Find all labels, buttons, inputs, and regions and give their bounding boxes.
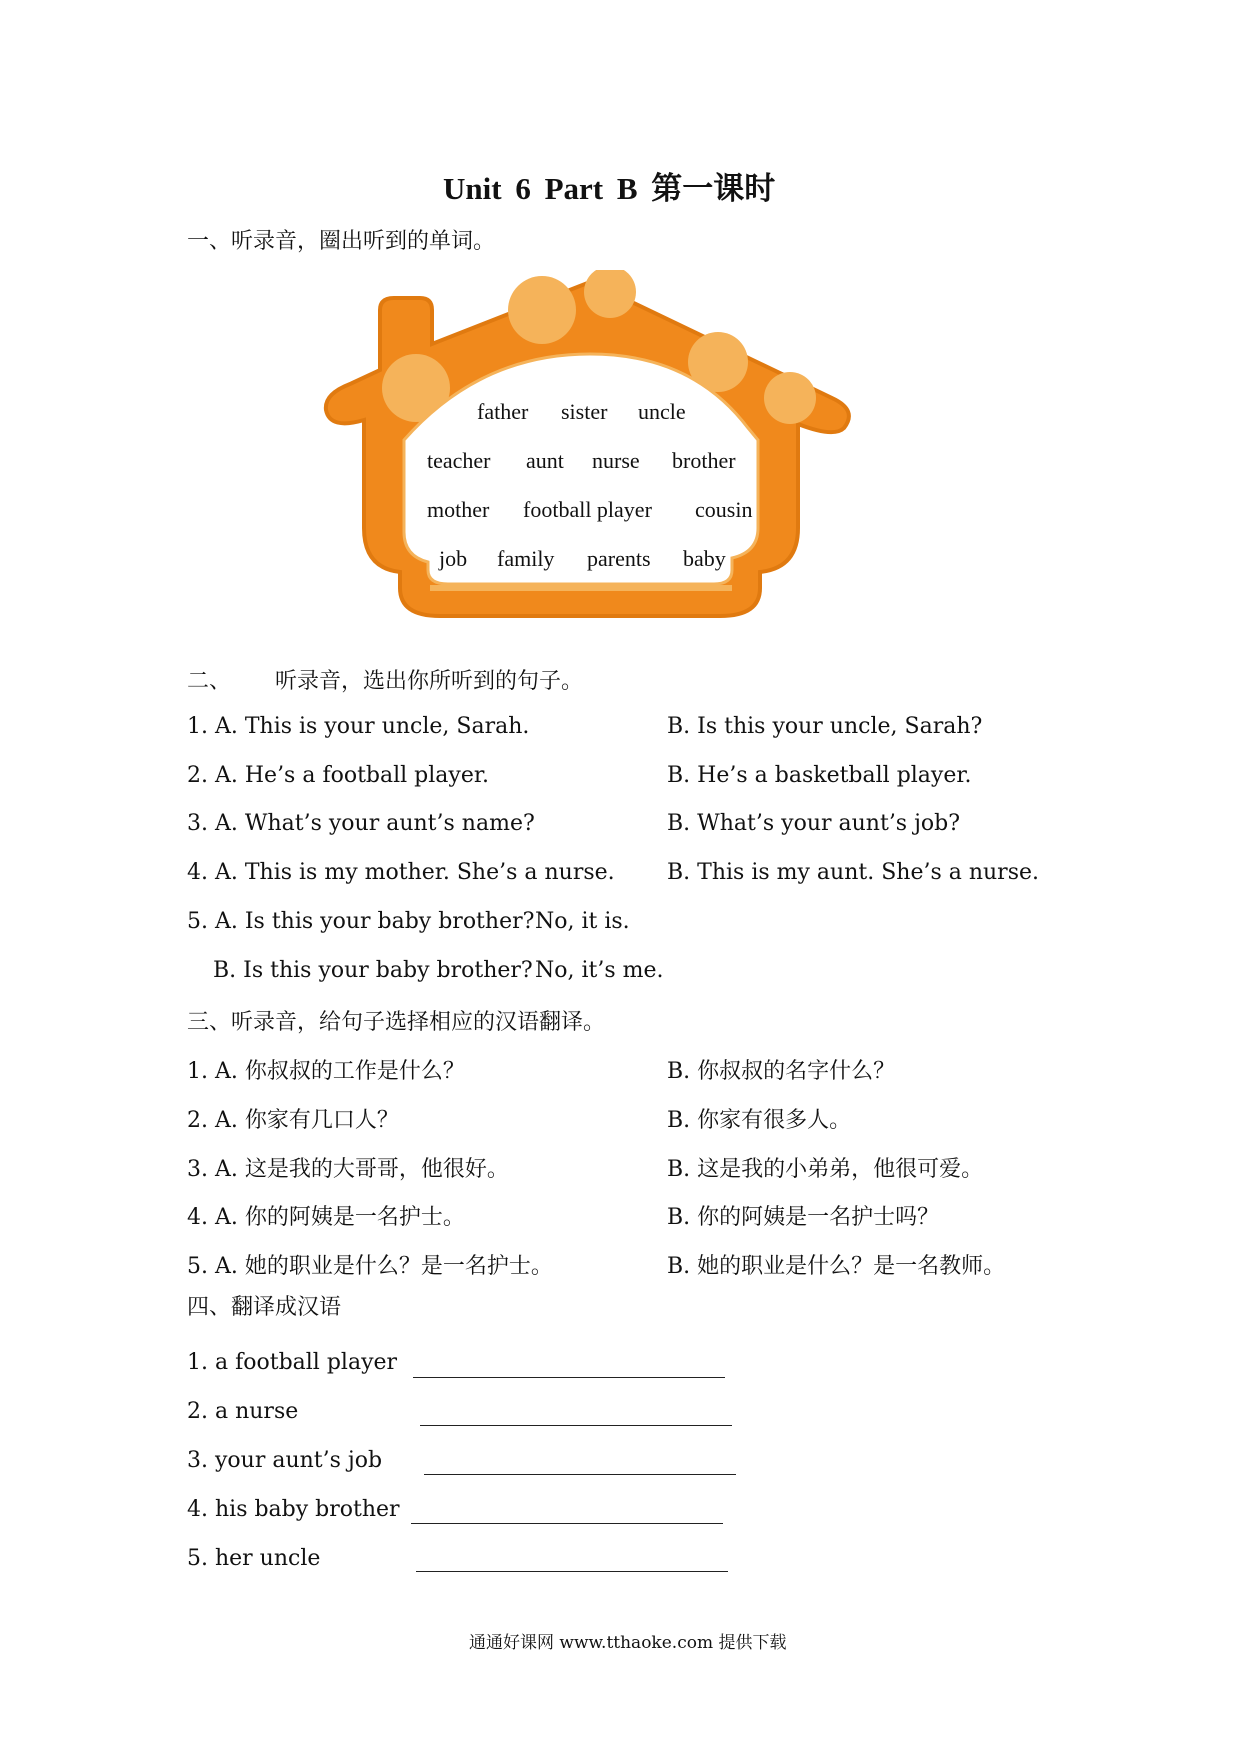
- translation-item: 1. a football player: [187, 1350, 398, 1375]
- house-word: mother: [427, 497, 490, 522]
- house-word: uncle: [638, 399, 686, 424]
- question-option-a: 5. A. 她的职业是什么？是一名护士。: [187, 1254, 553, 1279]
- question-answer-b: No, it’s me.: [535, 958, 664, 983]
- question-option-a: 3. A. 这是我的大哥哥，他很好。: [187, 1157, 509, 1182]
- question-option-b: B. 你的阿姨是一名护士吗？: [667, 1205, 940, 1230]
- footer-text: 通通好课网 www.tthaoke.com 提供下载: [469, 1633, 787, 1653]
- question-option-b: B. He’s a basketball player.: [667, 763, 972, 788]
- question-option-a: 2. A. 你家有几口人？: [187, 1108, 399, 1133]
- question-option-b: B. 她的职业是什么？是一名教师。: [667, 1254, 1006, 1279]
- house-word: brother: [672, 448, 736, 473]
- house-word: parents: [587, 546, 651, 571]
- translation-item: 3. your aunt’s job: [187, 1448, 383, 1473]
- question-option-a: 5. A. Is this your baby brother?: [187, 909, 535, 934]
- house-word: family: [497, 546, 555, 571]
- house-illustration: [320, 270, 860, 630]
- question-option-b: B. Is this your uncle, Sarah?: [667, 714, 983, 739]
- section-2-heading: 听录音，选出你所听到的句子。: [275, 669, 584, 694]
- answer-blank[interactable]: [420, 1425, 732, 1426]
- question-option-b: B. 你家有很多人。: [667, 1108, 852, 1133]
- translation-item: 4. his baby brother: [187, 1497, 400, 1522]
- answer-blank[interactable]: [424, 1474, 736, 1475]
- page-title: Unit 6 Part B 第一课时: [443, 171, 776, 206]
- house-word: aunt: [526, 448, 564, 473]
- section-4-heading: 四、翻译成汉语: [187, 1295, 342, 1320]
- house-word: football player: [523, 497, 652, 522]
- question-option-b: B. What’s your aunt’s job?: [667, 811, 961, 836]
- house-word: cousin: [695, 497, 753, 522]
- house-word: job: [439, 546, 468, 571]
- question-option-b: B. 你叔叔的名字什么？: [667, 1059, 896, 1084]
- question-option-a: 1. A. 你叔叔的工作是什么？: [187, 1059, 465, 1084]
- translation-item: 5. her uncle: [187, 1546, 321, 1571]
- question-option-a: 2. A. He’s a football player.: [187, 763, 489, 788]
- translation-item: 2. a nurse: [187, 1399, 299, 1424]
- question-option-a: 4. A. This is my mother. She’s a nurse.: [187, 860, 615, 885]
- answer-blank[interactable]: [411, 1523, 723, 1524]
- house-word: baby: [683, 546, 726, 571]
- question-option-a: 4. A. 你的阿姨是一名护士。: [187, 1205, 465, 1230]
- house-word: sister: [561, 399, 608, 424]
- answer-blank[interactable]: [413, 1377, 725, 1378]
- section-2-number: 二、: [187, 669, 232, 694]
- house-word: teacher: [427, 448, 491, 473]
- house-word: nurse: [592, 448, 640, 473]
- answer-blank[interactable]: [416, 1571, 728, 1572]
- question-option-b: B. Is this your baby brother?: [213, 958, 533, 983]
- question-option-a: 3. A. What’s your aunt’s name?: [187, 811, 535, 836]
- section-1-heading: 一、听录音，圈出听到的单词。: [187, 229, 496, 254]
- question-option-b: B. This is my aunt. She’s a nurse.: [667, 860, 1040, 885]
- question-option-b: B. 这是我的小弟弟，他很可爱。: [667, 1157, 984, 1182]
- question-option-a: 1. A. This is your uncle, Sarah.: [187, 714, 530, 739]
- question-answer-a: No, it is.: [535, 909, 630, 934]
- section-3-heading: 三、听录音，给句子选择相应的汉语翻译。: [187, 1010, 606, 1035]
- house-word: father: [477, 399, 529, 424]
